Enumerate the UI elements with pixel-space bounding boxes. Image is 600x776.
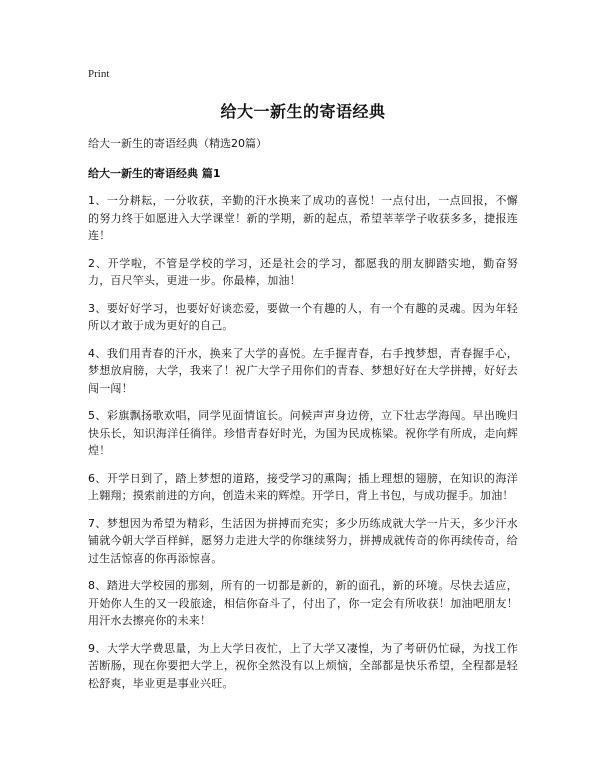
paragraph-7: 7、梦想因为希望为精彩，生活因为拼搏而充实；多少历练成就大学一片天，多少汗水铺就今朝大学百样鲜，愿努力走进大学的你继续努力，拼搏成就传奇的你再续传奇，给过生活惊喜的你再添惊喜。: [88, 516, 518, 565]
print-link[interactable]: Print: [88, 68, 110, 80]
paragraph-list: [88, 192, 518, 692]
document-subtitle: 给大一新生的寄语经典（精选20篇）: [88, 137, 267, 150]
paragraph-4: 4、我们用青春的汗水，换来了大学的喜悦。左手握青春，右手拽梦想，青春握手心，梦想放肩膀，大学，我来了！祝广大学子用你们的青春、梦想好好在大学拼搏，好好去闯一闯！: [88, 346, 518, 395]
paragraph-8: 8、踏进大学校园的那刻，所有的一切都是新的，新的面孔，新的环境。尽快去适应，开始你人生的又一段旅途，相信你奋斗了，付出了，你一定会有所收获！加油吧朋友！用汗水去擦亮你的未来！: [88, 579, 518, 627]
paragraph-1: 1、一分耕耘，一分收获，辛勤的汗水换来了成功的喜悦！一点付出，一点回报，不懈的努力终于如愿进入大学课堂！新的学期，新的起点，希望莘莘学子收获多多，捷报连连！: [88, 194, 518, 242]
paragraph-9: 9、大学大学费思量，为上大学日夜忙，上了大学又凄惶，为了考研仍忙碌，为找工作苦断肠，现在你要把大学上，祝你全然没有以上烦恼，全部都是快乐希望，全程都是轻松舒爽，毕业更是事业兴旺。: [88, 641, 518, 690]
page-title: 给大一新生的寄语经典: [220, 102, 386, 121]
document-page: [88, 66, 518, 692]
paragraph-3: 3、要好好学习，也要好好谈恋爱，要做一个有趣的人，有一个有趣的灵魂。因为年轻所以才敢于成为更好的自己。: [88, 301, 518, 332]
paragraph-6: 6、开学日到了，踏上梦想的道路，接受学习的熏陶；插上理想的翅膀，在知识的海洋上翱翔；摸索前进的方向，创造未来的辉煌。开学日，背上书包，与成功握手。加油！: [88, 471, 518, 502]
section-heading: 给大一新生的寄语经典 篇1: [88, 167, 221, 180]
paragraph-5: 5、彩旗飘扬歌欢唱，同学见面情谊长。问候声声身边傍，立下壮志学海闯。早出晚归快乐长，知识海洋任徜徉。珍惜青春好时光，为国为民成栋梁。祝你学有所成，走向辉煌！: [88, 409, 518, 457]
paragraph-2: 2、开学啦，不管是学校的学习，还是社会的学习，都愿我的朋友脚踏实地，勤奋努力，百尺竿头，更进一步。你最棒，加油！: [88, 256, 518, 287]
